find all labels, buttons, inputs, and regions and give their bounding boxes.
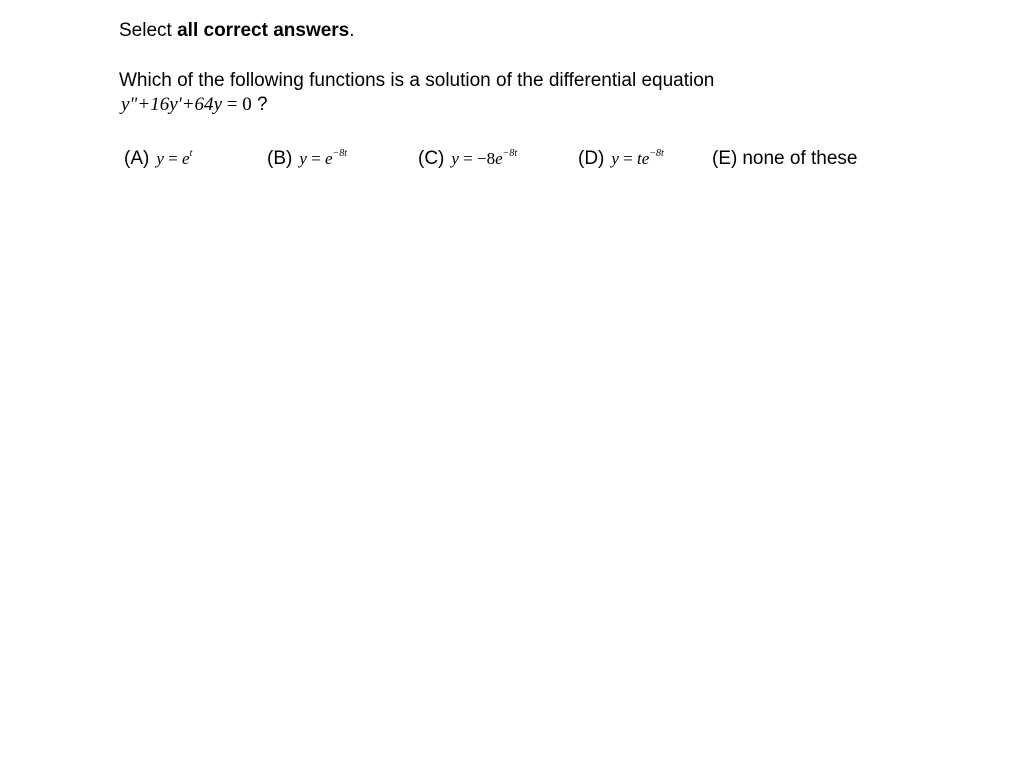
choice-e[interactable]	[712, 147, 857, 173]
choice-b[interactable]	[267, 147, 347, 173]
choice-d-letter: (D)	[578, 148, 605, 169]
choice-c-letter: (C)	[418, 148, 445, 169]
choice-c-exponent: −8t	[502, 148, 518, 159]
choice-d-exponent: −8t	[649, 148, 664, 159]
instruction-suffix: .	[349, 20, 355, 41]
choice-d-base: e	[641, 149, 650, 168]
choice-a-exponent: t	[189, 148, 193, 159]
equation-question-mark: ?	[251, 94, 268, 115]
differential-equation	[121, 94, 268, 116]
instruction-emphasis: all correct answers	[177, 20, 350, 41]
choice-d-coef: t	[637, 149, 642, 168]
choice-b-letter: (B)	[267, 148, 293, 169]
choice-c-formula	[451, 147, 517, 171]
choice-c-base: e	[495, 149, 503, 168]
choice-a-lhs: y	[156, 149, 164, 168]
equation-rhs: = 0	[222, 94, 252, 115]
choice-a-formula	[156, 147, 192, 171]
choice-d-formula	[611, 147, 663, 171]
choice-a-equals: =	[163, 149, 182, 168]
choice-b-formula	[299, 147, 347, 171]
question-text: Which of the following functions is a solution of the differential equation	[119, 70, 715, 91]
choice-a-letter: (A)	[124, 148, 150, 169]
choice-a[interactable]	[124, 147, 192, 173]
choice-e-letter: (E)	[712, 148, 738, 169]
choice-d-equals: =	[618, 149, 638, 168]
choice-a-base: e	[181, 149, 190, 168]
choice-b-equals: =	[306, 149, 325, 168]
choice-c-lhs: y	[451, 149, 459, 168]
instruction-prefix: Select	[119, 20, 178, 41]
choice-e-text: none of these	[742, 148, 858, 169]
choice-b-lhs: y	[299, 149, 307, 168]
equation-term-3: y	[213, 94, 222, 115]
choice-c-equals: = −8	[458, 149, 496, 168]
choice-d[interactable]	[578, 147, 664, 173]
choice-b-exponent: −8t	[332, 148, 348, 159]
choice-c[interactable]	[418, 147, 517, 173]
equation-term-1: y"+16	[121, 94, 170, 115]
equation-term-2: y'+64	[169, 94, 214, 115]
instruction-text	[119, 20, 355, 42]
choice-b-base: e	[324, 149, 333, 168]
choice-d-lhs: y	[611, 149, 619, 168]
